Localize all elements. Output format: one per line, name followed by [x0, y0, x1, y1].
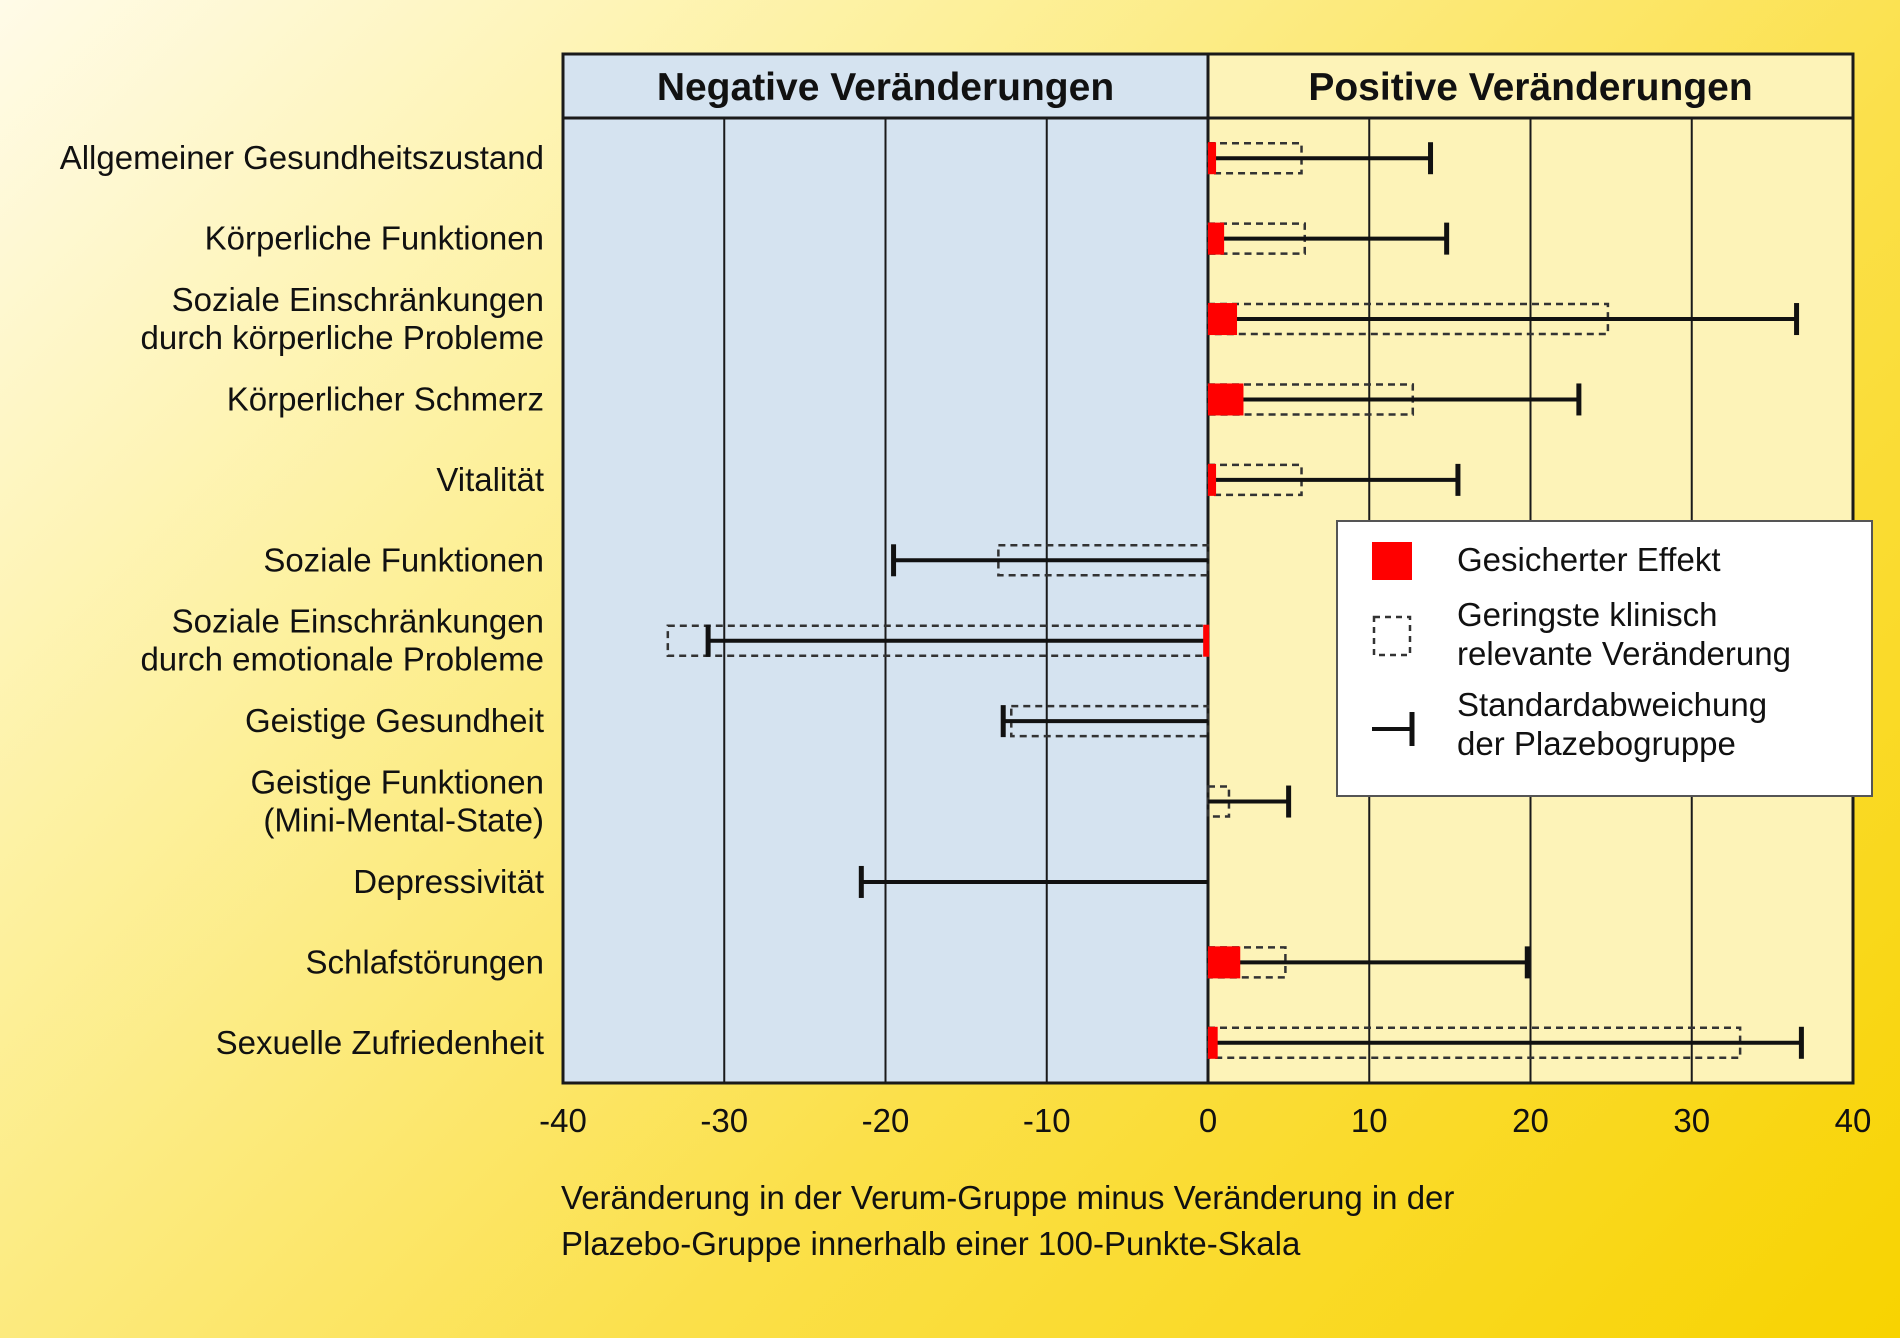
category-label: Depressivität — [353, 862, 544, 900]
negative-header: Negative Veränderungen — [656, 66, 1115, 109]
x-tick-label: 40 — [1834, 1102, 1872, 1139]
x-axis-label-line: Plazebo-Gruppe innerhalb einer 100-Punkte-Skala — [561, 1225, 1301, 1262]
category-label: Vitalität — [436, 460, 544, 498]
effect-bar — [1208, 1027, 1218, 1059]
category-label: Allgemeiner Gesundheitszustand — [59, 139, 544, 177]
legend-label: Standardabweichung — [1457, 686, 1768, 723]
x-tick-label: -20 — [861, 1102, 910, 1139]
x-tick-label: 20 — [1512, 1102, 1549, 1139]
x-axis-label — [561, 1179, 1454, 1262]
x-tick-label: 0 — [1198, 1102, 1218, 1139]
effect-bar — [1208, 946, 1240, 978]
effect-bar — [1208, 303, 1237, 335]
category-label: durch emotionale Probleme — [140, 640, 544, 678]
effect-bar — [1208, 223, 1224, 255]
category-label: Sexuelle Zufriedenheit — [215, 1023, 544, 1061]
legend — [1337, 521, 1872, 796]
legend-effect-swatch — [1372, 542, 1412, 580]
effect-bar — [1203, 625, 1209, 657]
category-label: Geistige Funktionen — [250, 763, 544, 801]
legend-label: relevante Veränderung — [1457, 635, 1791, 672]
category-label: Schlafstörungen — [305, 943, 544, 981]
category-label: durch körperliche Probleme — [140, 319, 544, 357]
x-tick-label: -10 — [1022, 1102, 1071, 1139]
category-label: Soziale Einschränkungen — [171, 602, 544, 640]
effect-bar — [1208, 464, 1216, 496]
x-tick-label: -30 — [700, 1102, 749, 1139]
x-tick-label: 10 — [1350, 1102, 1388, 1139]
category-label: Soziale Funktionen — [263, 541, 544, 579]
category-label: (Mini-Mental-State) — [263, 801, 544, 839]
legend-label: der Plazebogruppe — [1457, 725, 1736, 762]
category-label: Soziale Einschränkungen — [171, 281, 544, 319]
x-tick-label: -40 — [539, 1102, 587, 1139]
x-tick-labels — [539, 1102, 1871, 1139]
effect-bar — [1208, 142, 1216, 174]
x-tick-label: 30 — [1673, 1102, 1711, 1139]
effect-bar — [1208, 383, 1243, 415]
x-axis-label-line: Veränderung in der Verum-Gruppe minus Veränderung in der — [561, 1179, 1455, 1216]
category-label: Körperliche Funktionen — [204, 219, 544, 257]
category-label: Körperlicher Schmerz — [226, 380, 544, 418]
legend-label: Geringste klinisch — [1457, 596, 1718, 633]
positive-header: Positive Veränderungen — [1308, 66, 1753, 109]
category-label: Geistige Gesundheit — [244, 702, 544, 740]
legend-label: Gesicherter Effekt — [1457, 541, 1721, 578]
category-labels — [60, 139, 544, 1061]
